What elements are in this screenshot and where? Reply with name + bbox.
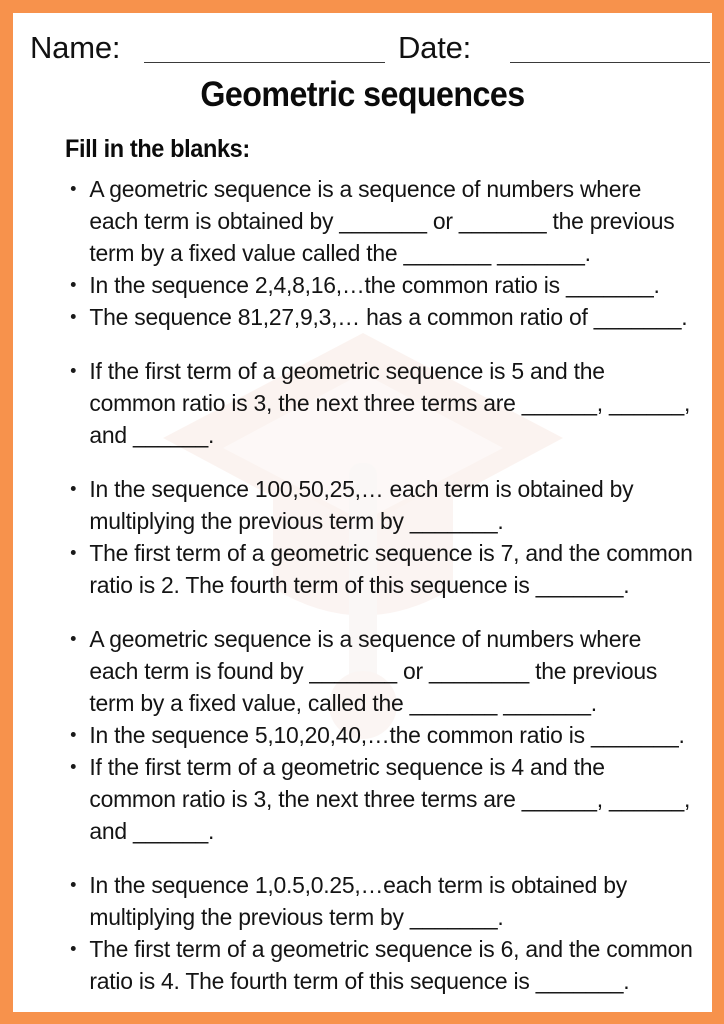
date-input-rule[interactable] — [510, 62, 710, 63]
bullet-icon — [71, 314, 76, 319]
question-text: The sequence 81,27,9,3,… has a common ratio of _______. — [89, 304, 688, 330]
question-text: In the sequence 5,10,20,40,…the common ratio is _______. — [89, 722, 685, 748]
question-text: In the sequence 1,0.5,0.25,…each term is obtained by multiplying the previous term by _______. — [89, 872, 627, 930]
question-item — [65, 869, 695, 933]
question-item — [65, 355, 695, 473]
question-item — [65, 751, 695, 869]
name-date-row — [13, 29, 712, 73]
questions-list — [65, 173, 711, 997]
bullet-icon — [71, 368, 76, 373]
bullet-icon — [71, 636, 76, 641]
bullet-icon — [71, 282, 76, 287]
name-input-rule[interactable] — [144, 62, 385, 63]
bullet-icon — [71, 946, 76, 951]
bullet-icon — [71, 486, 76, 491]
bullet-icon — [71, 732, 76, 737]
page-title: Geometric sequences — [200, 75, 525, 114]
bullet-icon — [71, 550, 76, 555]
date-label: Date: — [398, 30, 472, 65]
question-item — [65, 537, 695, 623]
question-item — [65, 933, 695, 997]
question-text: If the first term of a geometric sequence is 5 and the common ratio is 3, the next three terms are ______, ______, and ______. — [89, 358, 691, 448]
question-item — [65, 301, 695, 355]
name-label: Name: — [30, 30, 121, 65]
bullet-icon — [71, 882, 76, 887]
instruction-heading: Fill in the blanks: — [65, 135, 250, 163]
bullet-icon — [71, 764, 76, 769]
question-item — [65, 623, 695, 719]
content-layer — [13, 13, 712, 1012]
question-text: In the sequence 2,4,8,16,…the common ratio is _______. — [89, 272, 660, 298]
question-text: If the first term of a geometric sequence is 4 and the common ratio is 3, the next three terms are ______, ______, and ______. — [89, 754, 691, 844]
question-text: The first term of a geometric sequence is 7, and the common ratio is 2. The fourth term of this sequence is _______. — [89, 540, 693, 598]
bullet-icon — [71, 186, 76, 191]
question-item — [65, 473, 695, 537]
question-text: A geometric sequence is a sequence of numbers where each term is found by _______ or ________ the previous term by a fixed value, called the _______ _______. — [89, 626, 658, 716]
question-item — [65, 173, 695, 269]
question-item — [65, 719, 695, 751]
question-text: In the sequence 100,50,25,… each term is obtained by multiplying the previous term by _______. — [89, 476, 634, 534]
page-inner — [13, 13, 712, 1012]
question-text: The first term of a geometric sequence is 6, and the common ratio is 4. The fourth term of this sequence is _______. — [89, 936, 693, 994]
question-item — [65, 269, 695, 301]
question-text: A geometric sequence is a sequence of numbers where each term is obtained by _______ or _______ the previous term by a fixed value called the _______ _______. — [89, 176, 675, 266]
